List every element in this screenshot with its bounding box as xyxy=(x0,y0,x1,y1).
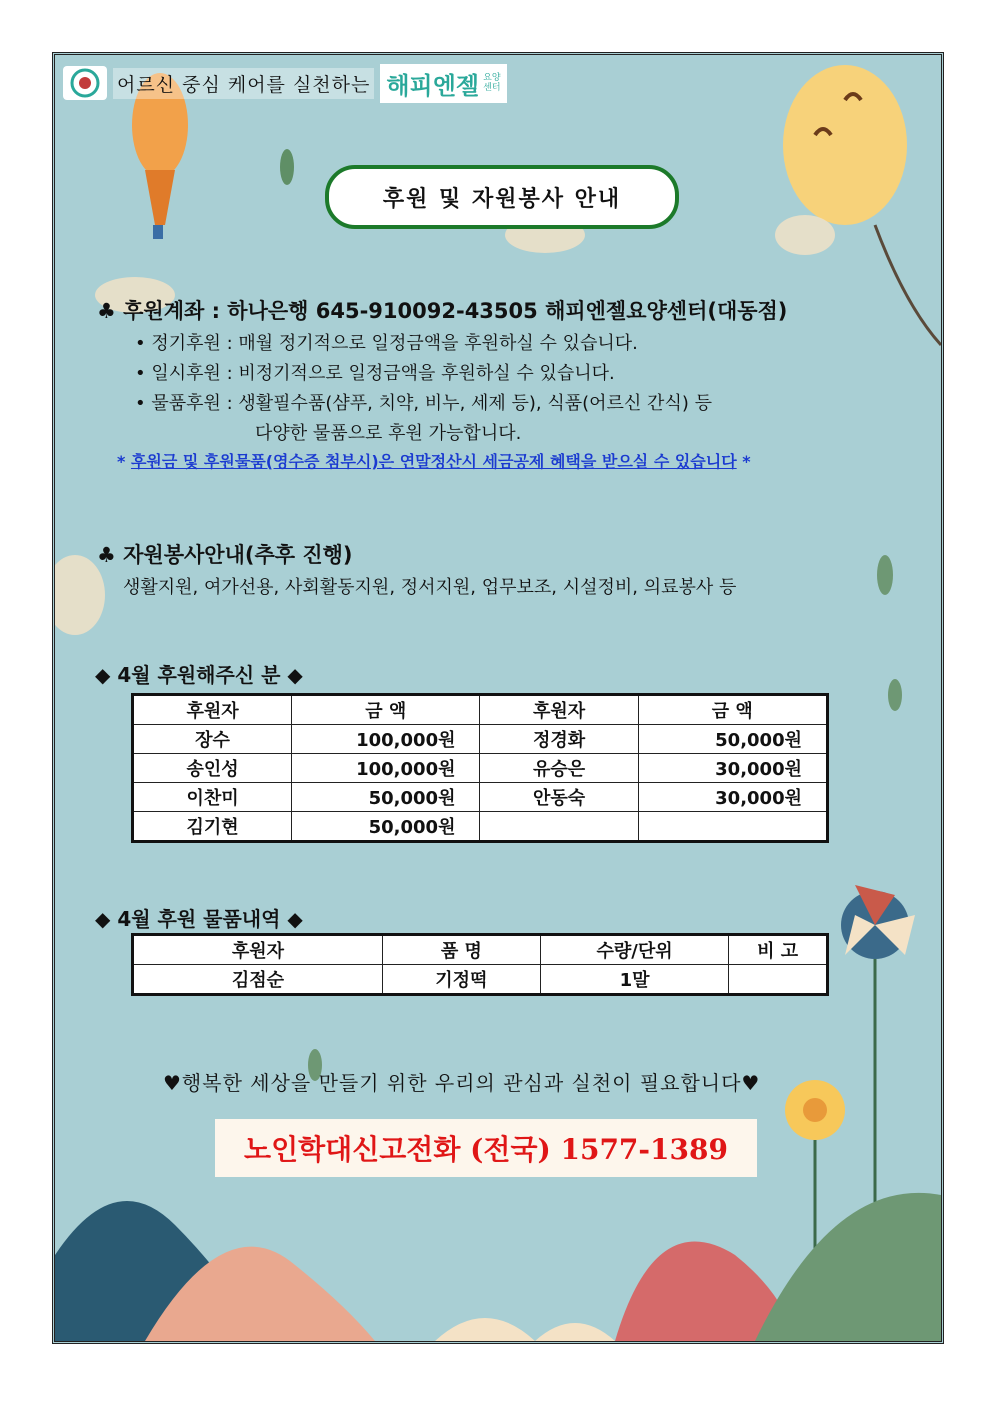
page-title: 후원 및 자원봉사 안내 xyxy=(325,165,679,229)
header xyxy=(63,63,507,103)
table-cell: 장수 xyxy=(133,725,292,754)
table-cell: 100,000원 xyxy=(292,754,480,783)
donation-account-heading xyxy=(97,295,787,325)
list-item: • 정기후원 : 매월 정기적으로 일정금액을 후원하실 수 있습니다. xyxy=(135,333,638,354)
table-row xyxy=(133,754,828,783)
closing-message: ♥행복한 세상을 만들기 위한 우리의 관심과 실천이 필요합니다♥ xyxy=(163,1071,761,1095)
account-line: 후원계좌 : 하나은행 645-910092-43505 해피엔젤요양센터(대동점) xyxy=(123,299,788,323)
logo-icon xyxy=(68,68,102,98)
list-item: • 물품후원 : 생활필수품(샴푸, 치약, 비누, 세제 등), 식품(어르신 간식) 등 xyxy=(135,393,712,414)
donors-heading: ◆ 4월 후원해주신 분 ◆ xyxy=(95,663,303,687)
table-cell xyxy=(729,965,828,995)
list-item-continued: 다양한 물품으로 후원 가능합니다. xyxy=(255,423,522,444)
club-icon: ♣ xyxy=(97,543,116,567)
table-cell: 정경화 xyxy=(480,725,638,754)
table-cell xyxy=(638,812,827,842)
table-row xyxy=(133,965,828,995)
donors-table xyxy=(131,693,829,843)
table-cell: 기정떡 xyxy=(382,965,540,995)
table-header: 후원자 xyxy=(133,695,292,725)
table-cell: 안동숙 xyxy=(480,783,638,812)
table-header: 수량/단위 xyxy=(540,935,728,965)
table-header: 금 액 xyxy=(292,695,480,725)
table-header: 후원자 xyxy=(133,935,383,965)
table-cell: 김점순 xyxy=(133,965,383,995)
table-header-row xyxy=(133,695,828,725)
table-cell: 김기현 xyxy=(133,812,292,842)
goods-heading: ◆ 4월 후원 물품내역 ◆ xyxy=(95,907,303,931)
table-header: 금 액 xyxy=(638,695,827,725)
table-header-row xyxy=(133,935,828,965)
brand-sub: 요양 센터 xyxy=(483,73,501,93)
logo xyxy=(63,66,107,100)
table-cell: 송인성 xyxy=(133,754,292,783)
volunteer-heading: ♣ 자원봉사안내(추후 진행) xyxy=(97,543,353,567)
table-cell: 50,000원 xyxy=(292,783,480,812)
table-cell: 100,000원 xyxy=(292,725,480,754)
volunteer-list: 생활지원, 여가선용, 사회활동지원, 정서지원, 업무보조, 시설정비, 의료봉사 등 xyxy=(123,577,737,598)
table-cell: 50,000원 xyxy=(292,812,480,842)
table-cell: 50,000원 xyxy=(638,725,827,754)
table-cell: 30,000원 xyxy=(638,783,827,812)
flyer-frame xyxy=(52,52,944,1344)
table-header: 비 고 xyxy=(729,935,828,965)
tagline: 어르신 중심 케어를 실천하는 xyxy=(113,68,374,99)
brand-name: 해피엔젤 xyxy=(386,71,480,100)
brand-logo xyxy=(380,64,506,103)
pinwheel-icon xyxy=(841,885,915,1245)
table-row xyxy=(133,783,828,812)
goods-table xyxy=(131,933,829,996)
table-cell: 1말 xyxy=(540,965,728,995)
table-row xyxy=(133,725,828,754)
table-header: 품 명 xyxy=(382,935,540,965)
club-icon: ♣ xyxy=(97,299,116,323)
table-header: 후원자 xyxy=(480,695,638,725)
table-cell: 유승은 xyxy=(480,754,638,783)
list-item: • 일시후원 : 비정기적으로 일정금액을 후원하실 수 있습니다. xyxy=(135,363,615,384)
tax-note: * 후원금 및 후원물품(영수증 첨부시)은 연말정산시 세금공제 혜택을 받으실 수 있습니다 * xyxy=(117,452,751,471)
table-cell: 30,000원 xyxy=(638,754,827,783)
hotline-banner: 노인학대신고전화 (전국) 1577-1389 xyxy=(215,1119,757,1177)
yellow-balloon-icon xyxy=(783,65,941,345)
table-row xyxy=(133,812,828,842)
table-cell: 이찬미 xyxy=(133,783,292,812)
table-cell xyxy=(480,812,638,842)
hills-illustration xyxy=(55,1193,941,1341)
